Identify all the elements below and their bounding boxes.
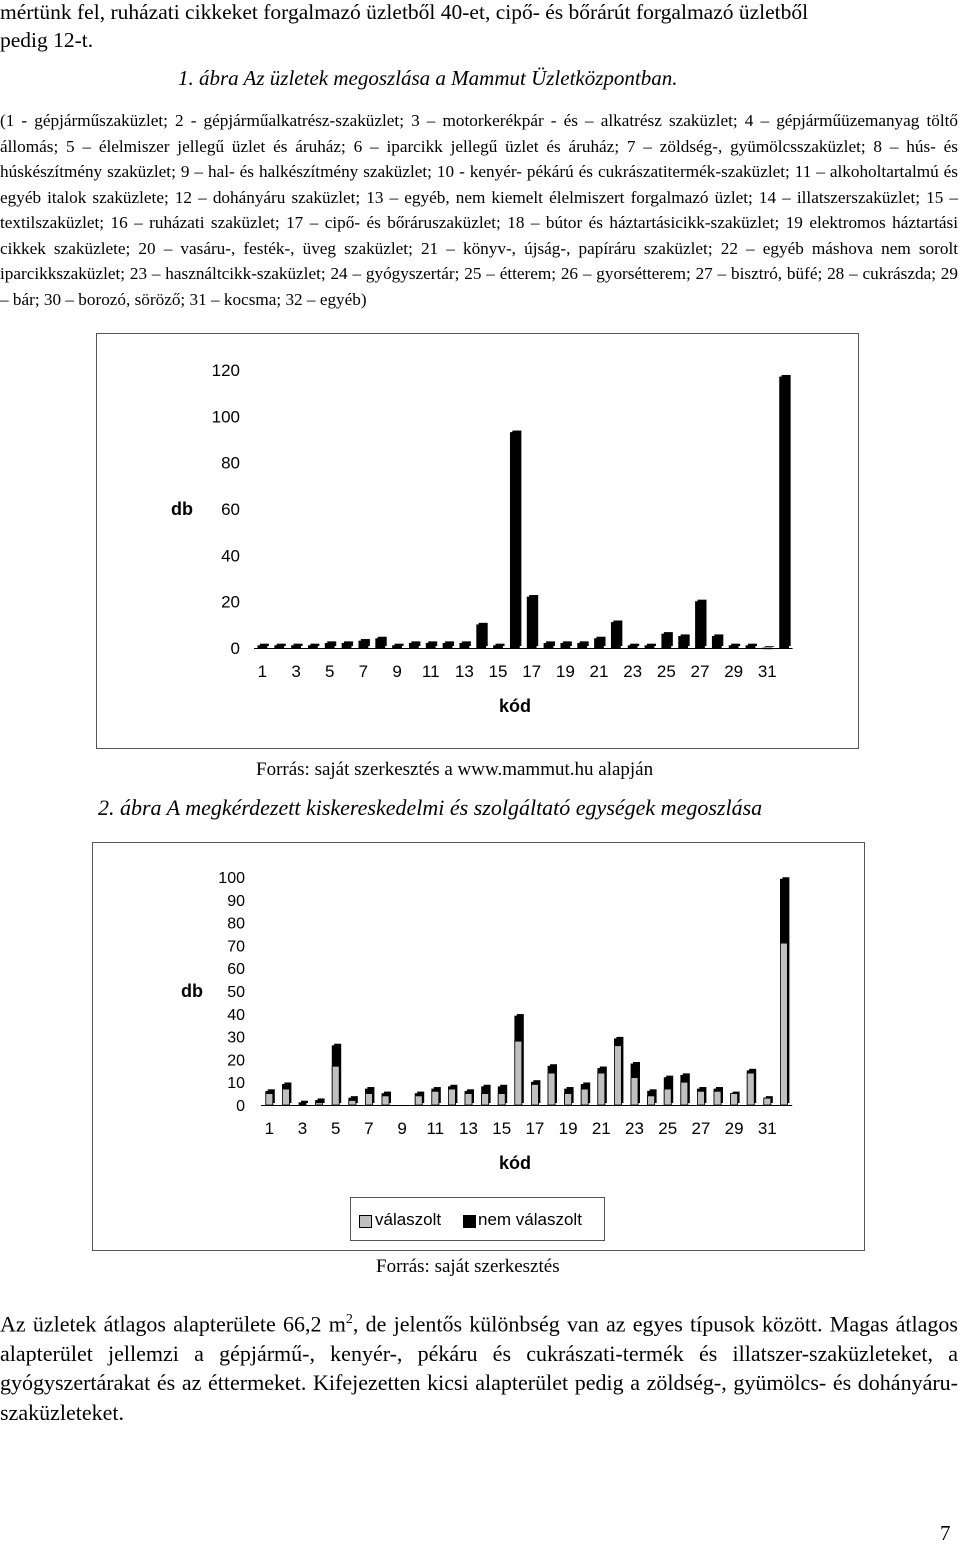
page-number: 7 — [940, 1521, 951, 1545]
chart1-xtick-label: 29 — [724, 662, 744, 681]
chart2-xtick-label: 27 — [691, 1119, 711, 1138]
chart1-xtick-label: 11 — [421, 662, 440, 681]
chart1-bar — [376, 637, 387, 648]
chart1-ytick-label: 40 — [221, 546, 240, 566]
chart1-bar — [325, 641, 336, 648]
chart2-ytick-label: 50 — [227, 984, 245, 1001]
chart2-bar-not-answered — [299, 1101, 308, 1105]
chart2-bar-answered — [598, 1073, 605, 1105]
chart2-bar-answered — [780, 943, 787, 1105]
chart1-bar — [746, 644, 757, 648]
chart2-bar-answered — [432, 1091, 439, 1105]
chart2-ytick-label: 30 — [227, 1029, 245, 1047]
chart2-xtick-label: 1 — [264, 1119, 275, 1138]
chart1-xtick-label: 15 — [488, 662, 508, 681]
chart2-xtick-label: 25 — [658, 1119, 678, 1138]
chart2-bar-answered — [581, 1089, 588, 1105]
chart2-bar-answered — [681, 1082, 688, 1105]
chart2-xtick-label: 21 — [591, 1119, 611, 1138]
chart2-bar-answered — [631, 1078, 638, 1105]
chart2-ytick-label: 100 — [218, 870, 245, 887]
chart1-xtick-label: 27 — [690, 662, 710, 681]
legend-swatch-not-answered — [463, 1215, 476, 1228]
chart1-svg — [97, 334, 858, 748]
chart2-xtick-label: 11 — [426, 1119, 445, 1138]
chart2-bar-answered — [448, 1089, 455, 1105]
chart2-xtick-label: 23 — [625, 1119, 644, 1138]
body-text-post: , de jelentős különbség van az egyes típusok között. Magas átlagos alapterület jellemzi a gépjármű-, kenyér-, pékáru és cukrászati-termék és illatszer-szaküzleteket, a gyógyszertárakat és az éttermeket. Kifejezetten kicsi alapterület pedig a zöldség-, gyümölcs- és dohányáru-szaküzleteket. — [0, 1311, 958, 1425]
chart2-ytick-label: 40 — [227, 1006, 245, 1024]
chart2-ytick-label: 10 — [227, 1075, 245, 1093]
chart2-xtick-label: 19 — [558, 1119, 578, 1138]
figure1-code-legend: (1 - gépjárműszaküzlet; 2 - gépjárműalkatrész-szaküzlet; 3 – motorkerékpár - és – alkatrész szaküzlet; 4 – gépjárműüzemanyag töltő állomás; 5 – élelmiszer jellegű üzlet és áruház; 6 – iparcikk jellegű üzlet és áruház; 7 – zöldség-, gyümölcsszaküzlet; 8 – hús- és húskészítmény szaküzlet; 9 – hal- és halkészítmény szaküzlet; 10 - kenyér- pékárú és cukrászatitermék-szaküzlet; 11 – alkoholtartalmú és egyéb italok szaküzlete; 12 – dohányáru szaküzlet; 13 – egyéb, nem kiemelt élelmiszert forgalmazó üzlet; 14 – illatszerszaküzlet; 15 – textilszaküzlet; 16 – ruházati szaküzlet; 17 – cipő- és bőráruszaküzlet; 18 – bútor és háztartásicikk-szaküzlet; 19 elektromos háztartási cikkek szaküzlete; 20 – vasáru-, festék-, üveg szaküzlet; 21 – könyv-, újság-, papíráru szaküzlet; 22 – egyéb máshova nem sorolt iparcikkszaküzlet; 23 – használtcikk-szaküzlet; 24 – gyógyszertár; 25 – étterem; 26 – gyorsétterem; 27 – bisztró, büfé; 28 – cukrászda; 29 – bár; 30 – borozó, söröző; 31 – kocsma; 32 – egyéb) — [0, 111, 958, 309]
chart2-bar-answered — [332, 1066, 339, 1105]
chart2-x-title: kód — [499, 1153, 532, 1173]
chart2-bar-answered — [531, 1084, 538, 1105]
chart2-xtick-label: 31 — [757, 1119, 777, 1138]
chart2-bar-answered — [614, 1046, 621, 1105]
chart1-xtick-label: 5 — [325, 662, 335, 681]
chart2-ytick-label: 80 — [227, 915, 245, 933]
chart2-bar-answered — [548, 1073, 555, 1105]
chart2-bar-answered — [731, 1094, 738, 1105]
chart2-bar-answered — [515, 1041, 522, 1105]
chart1-xtick-label: 7 — [358, 662, 369, 681]
chart2-bar-answered — [266, 1094, 273, 1105]
chart1-xtick-label: 31 — [757, 662, 777, 681]
chart1-xtick-label: 13 — [454, 662, 474, 681]
chart1-bar — [393, 644, 404, 648]
chart1-bar — [409, 641, 420, 648]
chart1-ytick-label: 120 — [211, 361, 240, 380]
chart1-xtick-label: 17 — [522, 662, 542, 681]
chart2-xtick-label: 29 — [724, 1119, 744, 1138]
body-superscript: 2 — [345, 1312, 353, 1327]
chart1-xtick-label: 25 — [656, 662, 676, 681]
chart1-bar — [763, 646, 774, 649]
chart1-ytick-label: 80 — [221, 453, 240, 473]
chart2-bar-answered — [316, 1103, 323, 1105]
chart2-bar-answered — [349, 1100, 356, 1105]
chart2-bar-answered — [697, 1091, 704, 1105]
chart1-xtick-label: 19 — [555, 662, 575, 681]
figure1-caption: 1. ábra Az üzletek megoszlása a Mammut Üzletközpontban. — [178, 66, 678, 90]
chart1-xtick-label: 21 — [589, 662, 609, 681]
chart2-ytick-label: 60 — [227, 961, 245, 979]
chart1-bar — [628, 644, 639, 648]
chart2-bar-answered — [415, 1096, 422, 1105]
chart1-bar — [729, 644, 740, 648]
figure2-caption: 2. ábra A megkérdezett kiskereskedelmi és szolgáltató egységek megoszlása — [98, 795, 763, 820]
chart1-bar — [679, 634, 690, 648]
legend-label-not-answered: nem válaszolt — [478, 1210, 582, 1229]
chart1-bar — [611, 621, 622, 648]
chart1-bar — [275, 644, 286, 648]
chart2-bar-answered — [664, 1089, 671, 1105]
chart2-ytick-label: 20 — [227, 1052, 245, 1070]
chart2-bar-answered — [382, 1096, 389, 1105]
chart2-xtick-label: 7 — [364, 1119, 374, 1138]
chart2-svg — [93, 843, 864, 1250]
chart2-bar-answered — [747, 1073, 754, 1105]
chart1-xtick-label: 23 — [623, 662, 643, 681]
chart2-xtick-label: 3 — [297, 1119, 308, 1138]
chart2-bar-answered — [482, 1094, 489, 1105]
chart1-xtick-label: 9 — [392, 662, 402, 681]
chart1-bar — [527, 595, 538, 648]
chart2-frame — [92, 842, 865, 1251]
figure1-source: Forrás: saját szerkesztés a www.mammut.hu alapján — [256, 759, 654, 780]
chart1-xtick-label: 3 — [291, 662, 301, 681]
chart1-y-title: db — [171, 499, 193, 519]
chart2-xtick-label: 17 — [525, 1119, 545, 1138]
chart2-bar-answered — [764, 1098, 771, 1105]
chart1-ytick-label: 20 — [221, 592, 240, 612]
chart2-bar-answered — [565, 1094, 572, 1105]
chart2-ytick-label: 90 — [227, 892, 245, 910]
legend-swatch-answered — [359, 1215, 372, 1228]
chart1-xtick-label: 1 — [257, 662, 268, 681]
chart1-bar — [426, 641, 437, 648]
chart1-bar — [342, 641, 353, 648]
chart2-bar-answered — [498, 1094, 505, 1105]
legend-label-answered: válaszolt — [375, 1210, 442, 1229]
body-paragraph — [0, 1305, 958, 1427]
chart2-xtick-label: 13 — [459, 1119, 478, 1138]
chart2-bar-answered — [465, 1094, 472, 1105]
chart1-bar — [578, 641, 589, 648]
chart1-bar — [292, 644, 303, 648]
intro-line-2: pedig 12-t. — [0, 28, 94, 52]
chart1-ytick-label: 60 — [221, 500, 240, 519]
chart1-ytick-label: 0 — [230, 639, 240, 658]
chart2-xtick-label: 5 — [330, 1119, 341, 1138]
chart2-bar-answered — [714, 1091, 721, 1105]
chart2-bar-answered — [648, 1096, 655, 1105]
chart1-bar — [308, 644, 319, 648]
chart1-bar — [544, 641, 555, 648]
chart2-ytick-label: 0 — [236, 1098, 245, 1115]
chart2-xtick-label: 15 — [492, 1119, 512, 1138]
chart1-bar — [494, 644, 505, 648]
chart1-bar — [780, 375, 791, 648]
chart2-legend — [350, 1197, 605, 1241]
chart1-bar — [359, 639, 370, 648]
chart1-x-title: kód — [499, 696, 532, 716]
intro-line-1: mértünk fel, ruházati cikkeket forgalmazó üzletből 40-et, cipő- és bőrárút forgalmazó üzletből — [0, 0, 809, 24]
chart1-ytick-label: 100 — [211, 407, 240, 427]
chart1-bar — [443, 641, 454, 648]
chart2-bar-answered — [282, 1089, 289, 1105]
chart2-ytick-label: 70 — [227, 938, 245, 956]
chart2-xtick-label: 9 — [397, 1119, 407, 1138]
chart1-bar — [510, 431, 521, 648]
chart2-y-title: db — [181, 981, 203, 1001]
chart2-bar-answered — [365, 1094, 372, 1105]
chart1-bar — [595, 637, 606, 648]
chart1-bar — [662, 632, 673, 648]
chart1-bar — [477, 623, 488, 648]
chart1-bar — [561, 641, 572, 648]
chart1-bar — [460, 641, 471, 648]
chart1-bar — [645, 644, 656, 648]
body-text-pre: Az üzletek átlagos alapterülete 66,2 m — [0, 1311, 346, 1337]
chart1-bar — [712, 634, 723, 648]
chart1-bar — [695, 600, 706, 648]
chart1-bar — [258, 644, 269, 648]
figure2-source: Forrás: saját szerkesztés — [376, 1256, 560, 1277]
chart1-frame — [96, 333, 859, 749]
